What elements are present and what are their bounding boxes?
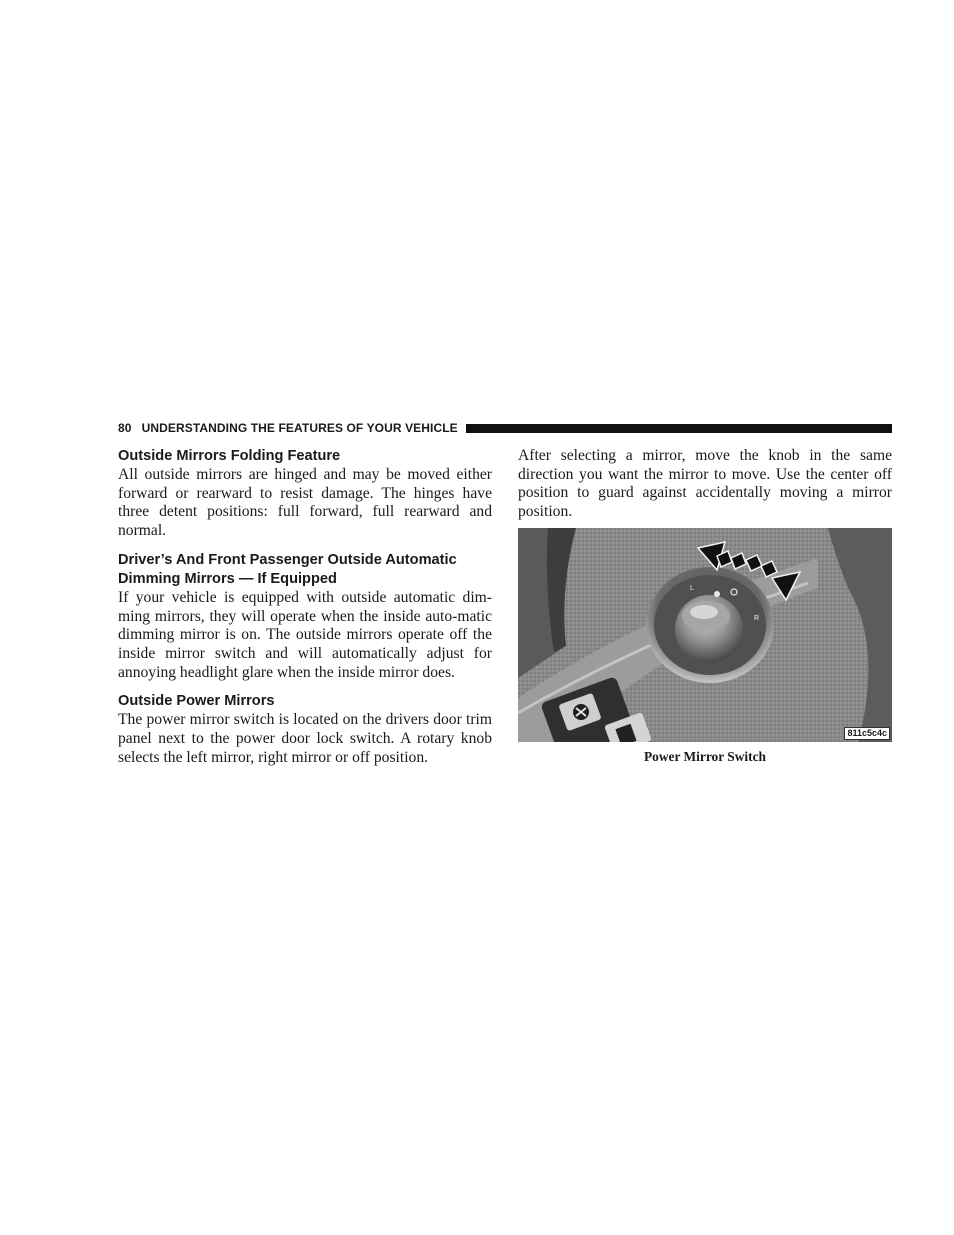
figure-caption: Power Mirror Switch [644,748,766,764]
section-body: All outside mirrors are hinged and may be moved either forward or rearward to resist damage. The hinges have three detent positions: full forward, full rearward and normal. [118,466,492,540]
section-body: The power mirror switch is located on the drivers door trim panel next to the power door lock switch. A rotary knob selects the left mirror, right mirror or off position. [118,711,492,766]
section-body: After selecting a mirror, move the knob in the same direction you want the mirror to move. Use the center off position to guard against accidentally moving a mirror position. [518,447,892,521]
marker-right: R [754,614,760,622]
right-column [518,447,892,765]
marker-left: L [690,584,694,592]
section-heading: Outside Power Mirrors [118,693,275,710]
section-dimming [118,551,492,683]
left-column [118,447,492,767]
section-body: If your vehicle is equipped with outside automatic dim-ming mirrors, they will operate when the inside auto-matic dimming mirror is on. The outside mirrors operate off the inside mirror switch and will automatically adjust for annoying headlight glare when the inside mirror does. [118,588,492,681]
page-number: 80 [118,421,132,435]
section-heading: Outside Mirrors Folding Feature [118,448,341,464]
page-header [118,419,892,437]
section-folding [118,447,492,541]
header-rule [466,424,892,433]
figure-code: 811c5c4c [844,727,890,740]
section-heading: Driver’s And Front Passenger Outside Automatic Dimming Mirrors — If Equipped [118,551,457,587]
section-title: UNDERSTANDING THE FEATURES OF YOUR VEHICLE [141,421,458,435]
section-power-mirrors [118,692,492,767]
power-mirror-switch-photo [518,528,892,742]
